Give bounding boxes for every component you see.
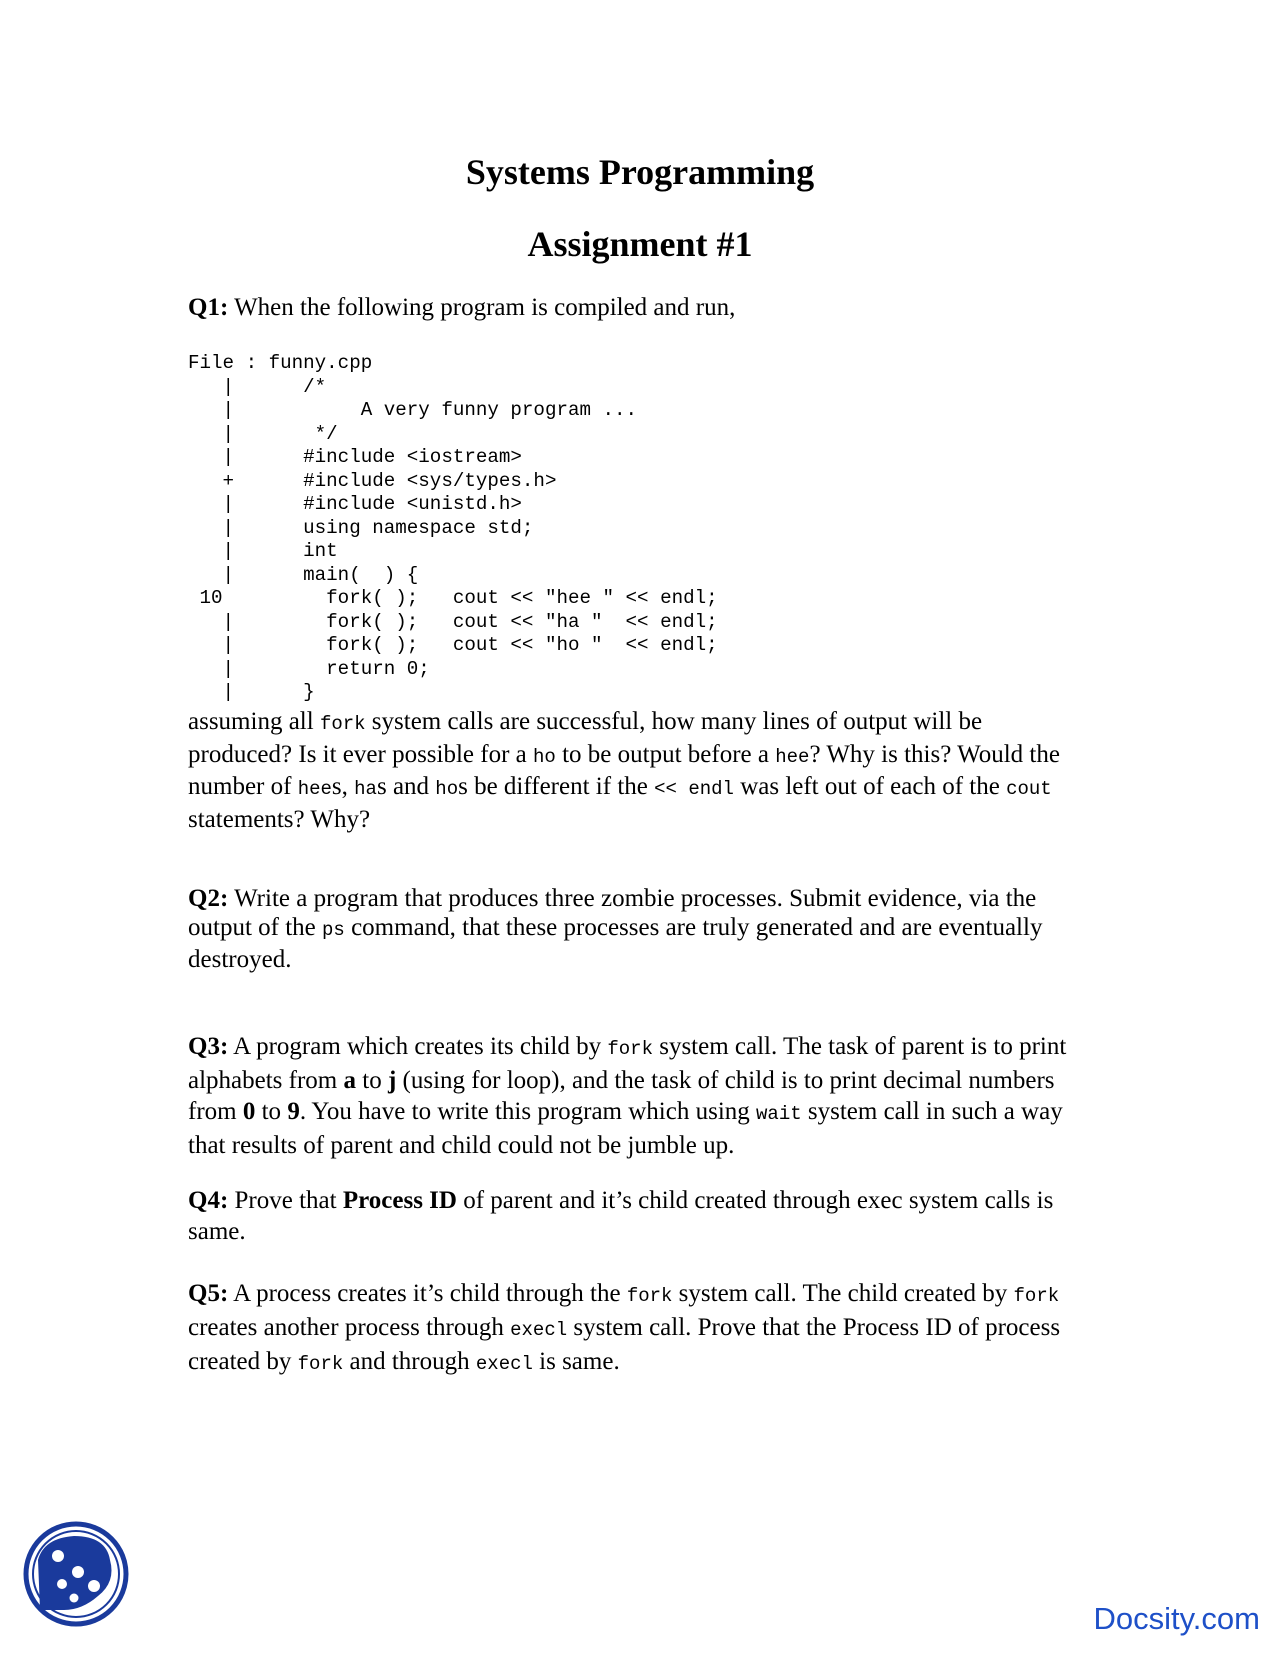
- bold-term: a: [343, 1067, 357, 1094]
- text-run: to: [255, 1098, 288, 1125]
- text-run: system calls are successful, how many lines of output will be produced? Is it ever possible for a: [188, 708, 983, 768]
- bold-term: 0: [242, 1098, 256, 1125]
- inline-code: ha: [354, 778, 377, 800]
- text-run: is same.: [532, 1348, 620, 1375]
- question-label: Q5:: [188, 1280, 229, 1307]
- code-line: | using namespace std;: [188, 516, 534, 539]
- text-run: . You have to write this program which using: [299, 1098, 757, 1125]
- text-run: creates another process through: [188, 1314, 511, 1341]
- code-line: | return 0;: [188, 657, 430, 680]
- inline-code: hee: [775, 745, 810, 768]
- inline-code: ps: [322, 919, 345, 941]
- text-run: system call. The task of parent is to print alphabets from: [188, 1033, 1067, 1094]
- question-label: Q4:: [188, 1187, 229, 1214]
- code-line: | #include <iostream>: [188, 446, 522, 468]
- text-run: Prove that: [228, 1187, 343, 1214]
- text-run: and through: [343, 1348, 476, 1375]
- code-line: | #include <unistd.h>: [188, 493, 522, 515]
- inline-code: ho: [533, 745, 556, 768]
- code-listing: [188, 352, 718, 705]
- inline-code: hee: [297, 778, 332, 800]
- text-run: command, that these processes are truly generated and are eventually destroyed.: [188, 914, 1043, 973]
- code-line: | */: [188, 422, 338, 445]
- text-run: system call. The child created by: [672, 1280, 1014, 1307]
- text-run: assuming all: [188, 708, 320, 735]
- question-label: Q3:: [188, 1033, 229, 1060]
- text-run: A program which creates its child by: [228, 1033, 608, 1060]
- code-line: | }: [188, 681, 315, 703]
- text-run: to be output before a: [555, 740, 776, 768]
- bold-term: Process ID: [342, 1187, 457, 1214]
- text-run: of parent and it’s child created through exec system calls is same.: [188, 1187, 1054, 1245]
- text-run: to: [356, 1067, 388, 1094]
- bold-term: j: [387, 1067, 397, 1094]
- text-run: (using for loop), and the task of child is to print decimal numbers from: [188, 1067, 1055, 1125]
- inline-code: << endl: [654, 778, 734, 800]
- bold-term: 9: [287, 1098, 300, 1125]
- docsity-brand-link[interactable]: Docsity.com: [1093, 1601, 1260, 1636]
- question-2: [188, 884, 1088, 974]
- document-subtitle: Assignment #1: [527, 224, 753, 264]
- inline-code: execl: [510, 1319, 568, 1341]
- text-run: Write a program that produces three zombie processes. Submit evidence, via the output of the: [188, 885, 1037, 941]
- question-text: When the following program is compiled and run,: [228, 294, 736, 321]
- document-title: Systems Programming: [465, 152, 815, 192]
- inline-code: ho: [435, 778, 459, 800]
- question-5: [188, 1278, 1088, 1380]
- code-line: | /*: [188, 375, 327, 398]
- code-line: | A very funny program ...: [188, 399, 638, 421]
- text-run: A process creates it’s child through the: [228, 1280, 627, 1307]
- inline-code: fork: [1013, 1285, 1060, 1307]
- text-run: s be different if the: [458, 773, 655, 800]
- inline-code: fork: [607, 1038, 653, 1060]
- text-run: system call. Prove that the Process ID of process created by: [188, 1314, 1061, 1375]
- inline-code: fork: [626, 1285, 673, 1307]
- question-4: [188, 1185, 1088, 1247]
- question-3: [188, 1031, 1088, 1161]
- code-line: | main( ) {: [188, 563, 419, 586]
- text-run: s,: [331, 773, 355, 800]
- question-label: Q2:: [188, 885, 229, 912]
- code-line: | int: [188, 540, 338, 562]
- code-line: File : funny.cpp: [188, 352, 373, 374]
- text-run: ? Why is this? Would the number of: [188, 740, 1060, 800]
- question-1-body: [188, 707, 1088, 834]
- inline-code: fork: [319, 713, 366, 735]
- inline-code: wait: [756, 1103, 802, 1125]
- question-1-intro: [188, 293, 1088, 323]
- text-run: system call in such a way that results of parent and child could not be jumble up.: [188, 1098, 1063, 1159]
- text-run: s and: [376, 773, 436, 800]
- text-run: statements? Why?: [188, 805, 371, 833]
- question-label: Q1:: [188, 294, 229, 321]
- code-line: | fork( ); cout << "ho " << endl;: [188, 634, 718, 656]
- code-line: 10 fork( ); cout << "hee " << endl;: [188, 587, 718, 609]
- code-line: | fork( ); cout << "ha " << endl;: [188, 610, 718, 633]
- docsity-logo-icon[interactable]: [22, 1520, 130, 1628]
- code-line: + #include <sys/types.h>: [188, 469, 557, 492]
- text-run: was left out of each of the: [733, 773, 1007, 800]
- inline-code: cout: [1006, 778, 1052, 800]
- inline-code: execl: [475, 1353, 533, 1375]
- inline-code: fork: [297, 1353, 344, 1375]
